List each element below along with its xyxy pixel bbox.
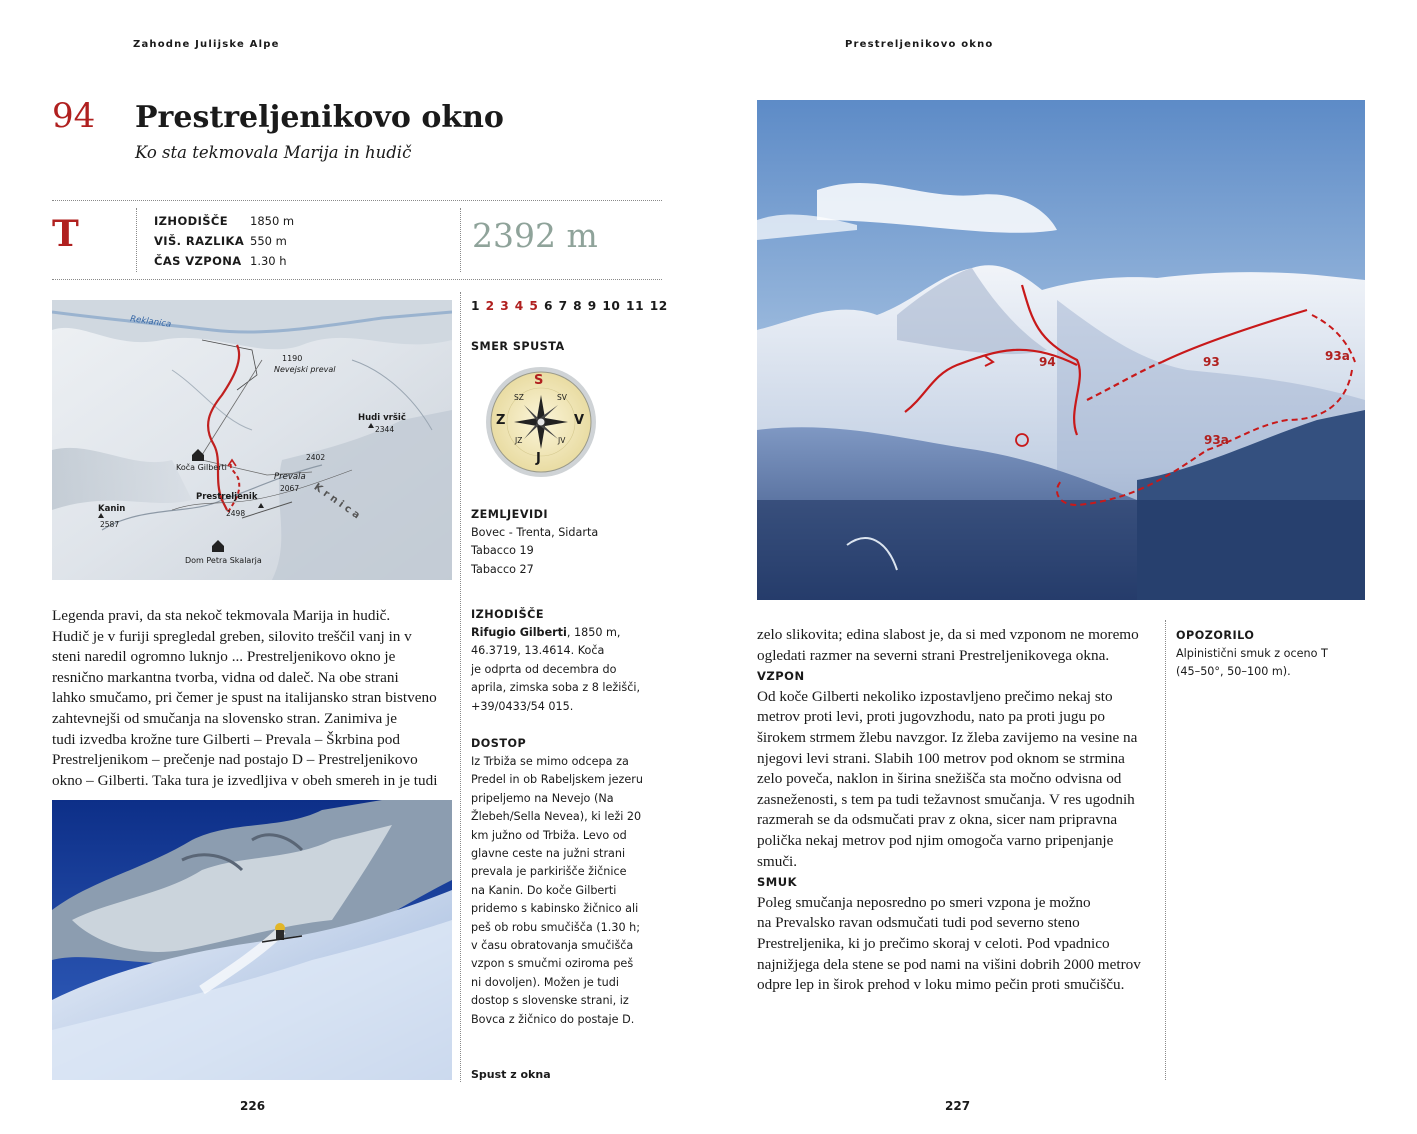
direction-heading: SMER SPUSTA <box>471 340 565 353</box>
text-line: okno – Gilberti. Taka tura je izvedljiva v obeh smereh in je tudi <box>52 771 438 789</box>
difficulty-letter: T <box>52 213 79 255</box>
map-label-pass-height: 1190 <box>282 354 303 363</box>
skier-photo <box>52 800 452 1080</box>
month-6: 6 <box>543 299 554 313</box>
stat-row <box>154 211 454 231</box>
text-line: Prestreljenika, ki jo prečimo skoraj v celoti. Pod vpadnico <box>757 934 1110 952</box>
access-line: vzpon s smučmi oziroma peš <box>471 957 634 971</box>
maps-section <box>471 506 656 579</box>
map-label-koca: Koča Gilberti <box>176 463 227 472</box>
page-number-right: 227 <box>945 1099 971 1113</box>
mountain-photo <box>757 100 1365 600</box>
map-label-2402: 2402 <box>306 453 326 462</box>
text-line: Hudič je v furiji spregledal greben, silovito treščil vanj in v <box>52 627 412 645</box>
route-number: 94 <box>52 96 96 136</box>
access-line: glavne ceste na južni strani <box>471 847 626 861</box>
access-line: km južno od Trbiža. Levo od <box>471 828 627 842</box>
text-line: Prestreljenikom – prečenje nad postajo D – Prestreljenikovo <box>52 751 418 769</box>
text-line: Od koče Gilberti nekoliko izpostavljeno prečimo nekaj sto <box>757 687 1113 705</box>
stats-block <box>154 211 454 271</box>
text-line: na Prevalsko ravan odsmučati tudi pod severno steno <box>757 914 1080 932</box>
route-subtitle: Ko sta tekmovala Marija in hudič <box>135 143 412 162</box>
left-running-head: Zahodne Julijske Alpe <box>133 39 280 50</box>
stat-value: 1850 m <box>250 214 295 228</box>
access-line: prevala je parkirišče žičnice <box>471 865 627 879</box>
compass-s: S <box>534 373 544 388</box>
compass-sz: SZ <box>514 393 524 402</box>
month-row <box>471 299 668 313</box>
access-line: pridemo s kabinsko žičnico ali <box>471 902 639 916</box>
photo-caption: Spust z okna <box>471 1068 551 1081</box>
vzpon-heading: VZPON <box>757 669 805 684</box>
compass-v: V <box>574 413 585 428</box>
text-line: zahtevnejši od smučanja na slovensko stran. Zanimiva je <box>52 709 397 727</box>
access-section <box>471 735 656 1029</box>
photo-label-93a-top: 93a <box>1325 349 1350 363</box>
text-line: njegovi levi strani. Slabih 100 metrov pod oknom se strmina <box>757 749 1125 767</box>
map-label-prevala: Prevala <box>274 472 306 482</box>
stat-row <box>154 231 454 251</box>
start-line: je odprta od decembra do <box>471 662 617 676</box>
compass-z: Z <box>496 413 506 428</box>
access-line: na Kanin. Do koče Gilberti <box>471 883 617 897</box>
access-line: Bovca z žičnico do postaje D. <box>471 1012 635 1026</box>
access-line: Iz Trbiža se mimo odcepa za <box>471 755 629 768</box>
maps-line: Tabacco 19 <box>471 544 534 558</box>
map-label-river: Reklanica <box>129 314 172 330</box>
warning-line: Alpinistični smuk z oceno T <box>1176 647 1328 660</box>
stat-value: 1.30 h <box>250 254 287 268</box>
warning-line: (45–50°, 50–100 m). <box>1176 665 1291 679</box>
text-line: metrov proti levi, proti jugovzhodu, nato pa proti jugu po <box>757 708 1105 726</box>
maps-line: Tabacco 27 <box>471 562 534 576</box>
compass-jz: JZ <box>515 436 523 445</box>
month-9: 9 <box>587 299 597 313</box>
month-4: 4 <box>514 299 524 313</box>
start-section <box>471 606 656 716</box>
month-2: 2 <box>485 299 495 313</box>
map-label-prestreljenik-height: 2498 <box>226 509 246 518</box>
divider-top <box>52 200 662 201</box>
start-heading: IZHODIŠČE <box>471 608 545 621</box>
map-label-kanin: Kanin <box>98 504 126 514</box>
compass-jv: JV <box>558 436 566 445</box>
month-8: 8 <box>573 299 583 313</box>
start-line: 46.3719, 13.4614. Koča <box>471 644 605 658</box>
text-line: polička nekaj metrov pod njim omogoča varno pripenjanje <box>757 831 1114 849</box>
stat-label: IZHODIŠČE <box>154 214 229 228</box>
text-line: širokem strmem žlebu navzgor. Iz žleba zavijemo na vesine na <box>757 728 1138 746</box>
compass-j: J <box>536 451 541 466</box>
warning-heading: OPOZORILO <box>1176 629 1255 642</box>
divider-v2 <box>460 208 461 272</box>
map-label-prevala-height: 2067 <box>280 484 300 493</box>
access-line: Žlebeh/Sella Nevea), ki leži 20 <box>471 810 642 824</box>
side-column-divider <box>460 292 461 1082</box>
map-label-kanin-height: 2587 <box>100 520 120 529</box>
warning-divider <box>1165 620 1166 1080</box>
warning-section <box>1176 627 1361 682</box>
route-map <box>52 300 452 580</box>
page-number-left: 226 <box>240 1099 266 1113</box>
photo-label-93a-bottom: 93a <box>1204 433 1229 447</box>
text-line: smuči. <box>757 852 798 870</box>
text-line: odpre lep in širok prehod v loku mimo pečin proti smučišču. <box>757 976 1125 994</box>
photo-label-94: 94 <box>1039 355 1056 369</box>
month-10: 10 <box>602 299 621 313</box>
right-body-text <box>757 625 1157 996</box>
divider-bottom <box>52 279 662 280</box>
month-11: 11 <box>626 299 645 313</box>
compass-icon <box>484 365 598 479</box>
start-line: aprila, zimska soba z 8 ležišči, <box>471 681 641 695</box>
start-line: +39/0433/54 015. <box>471 699 574 713</box>
access-line: dostop s slovenske strani, iz <box>471 994 629 1008</box>
map-label-prestreljenik: Prestreljenik <box>196 492 258 502</box>
access-line: v času obratovanja smučišča <box>471 939 634 953</box>
stat-label: VIŠ. RAZLIKA <box>154 234 245 248</box>
map-label-dom: Dom Petra Skalarja <box>185 556 262 565</box>
skier-photo-graphic <box>52 800 452 1080</box>
map-label-pass-name: Nevejski preval <box>274 365 336 374</box>
access-line: peš ob robu smučišča (1.30 h; <box>471 920 640 934</box>
stat-label: ČAS VZPONA <box>154 254 242 268</box>
compass-sv: SV <box>557 393 567 402</box>
map-graphic <box>52 300 452 580</box>
text-line: tudi izvedba krožne ture Gilberti – Prevala – Škrbina pod <box>52 730 400 748</box>
summit-height: 2392 m <box>472 216 598 255</box>
access-line: pripeljemo na Nevejo (Na <box>471 791 614 805</box>
text-line: zelo slikovita; edina slabost je, da si med vzponom ne moremo <box>757 626 1139 643</box>
text-line: zasneženosti, s tem pa tudi težavnost smučanja. V res ugodnih <box>757 790 1135 808</box>
photo-label-93: 93 <box>1203 355 1220 369</box>
map-label-krnica: K r n i c a <box>311 481 362 522</box>
text-line: najnižjega dela stene se pod nami na višini dobrih 2000 metrov <box>757 955 1141 973</box>
access-line: ni dovoljen). Možen je tudi <box>471 975 619 989</box>
route-title: Prestreljenikovo okno <box>135 100 504 135</box>
text-line: resnično markantna tvorba, vidna od daleč. Na obe strani <box>52 668 399 686</box>
access-line: Predel in ob Rabeljskem jezeru <box>471 773 643 787</box>
maps-heading: ZEMLJEVIDI <box>471 508 549 521</box>
stat-value: 550 m <box>250 234 287 248</box>
text-line: lahko smučamo, pri čemer je spust na italijansko stran bistveno <box>52 689 437 707</box>
access-heading: DOSTOP <box>471 737 527 750</box>
text-line: steni naredil ogromno luknjo ... Prestreljenikovo okno je <box>52 648 396 666</box>
left-body-text <box>52 606 452 791</box>
month-1: 1 <box>471 299 481 313</box>
start-hut-name: Rifugio Gilberti <box>471 626 567 639</box>
smuk-heading: SMUK <box>757 875 797 890</box>
mountain-photo-graphic <box>757 100 1365 600</box>
map-label-hudi-name: Hudi vršič <box>358 413 406 423</box>
map-label-hudi-height: 2344 <box>375 425 395 434</box>
text-line: Poleg smučanja neposredno po smeri vzpona je možno <box>757 893 1091 911</box>
divider-v1 <box>136 208 137 272</box>
month-5: 5 <box>529 299 539 313</box>
start-line: , 1850 m, <box>566 626 621 639</box>
text-line: razmerah se da odsmučati prav z okna, sicer nam pripravna <box>757 811 1118 829</box>
right-running-head: Prestreljenikovo okno <box>845 39 994 50</box>
month-7: 7 <box>558 299 568 313</box>
text-line: zelo poveča, naklon in širina snežišča sta močno odvisna od <box>757 770 1122 788</box>
text-line: ogledati razmer na severni strani Prestreljenikovega okna. <box>757 646 1110 664</box>
stat-row <box>154 251 454 271</box>
month-12: 12 <box>649 299 668 313</box>
month-3: 3 <box>500 299 510 313</box>
text-line: Legenda pravi, da sta nekoč tekmovala Marija in hudič. <box>52 607 391 624</box>
maps-line: Bovec - Trenta, Sidarta <box>471 526 599 539</box>
